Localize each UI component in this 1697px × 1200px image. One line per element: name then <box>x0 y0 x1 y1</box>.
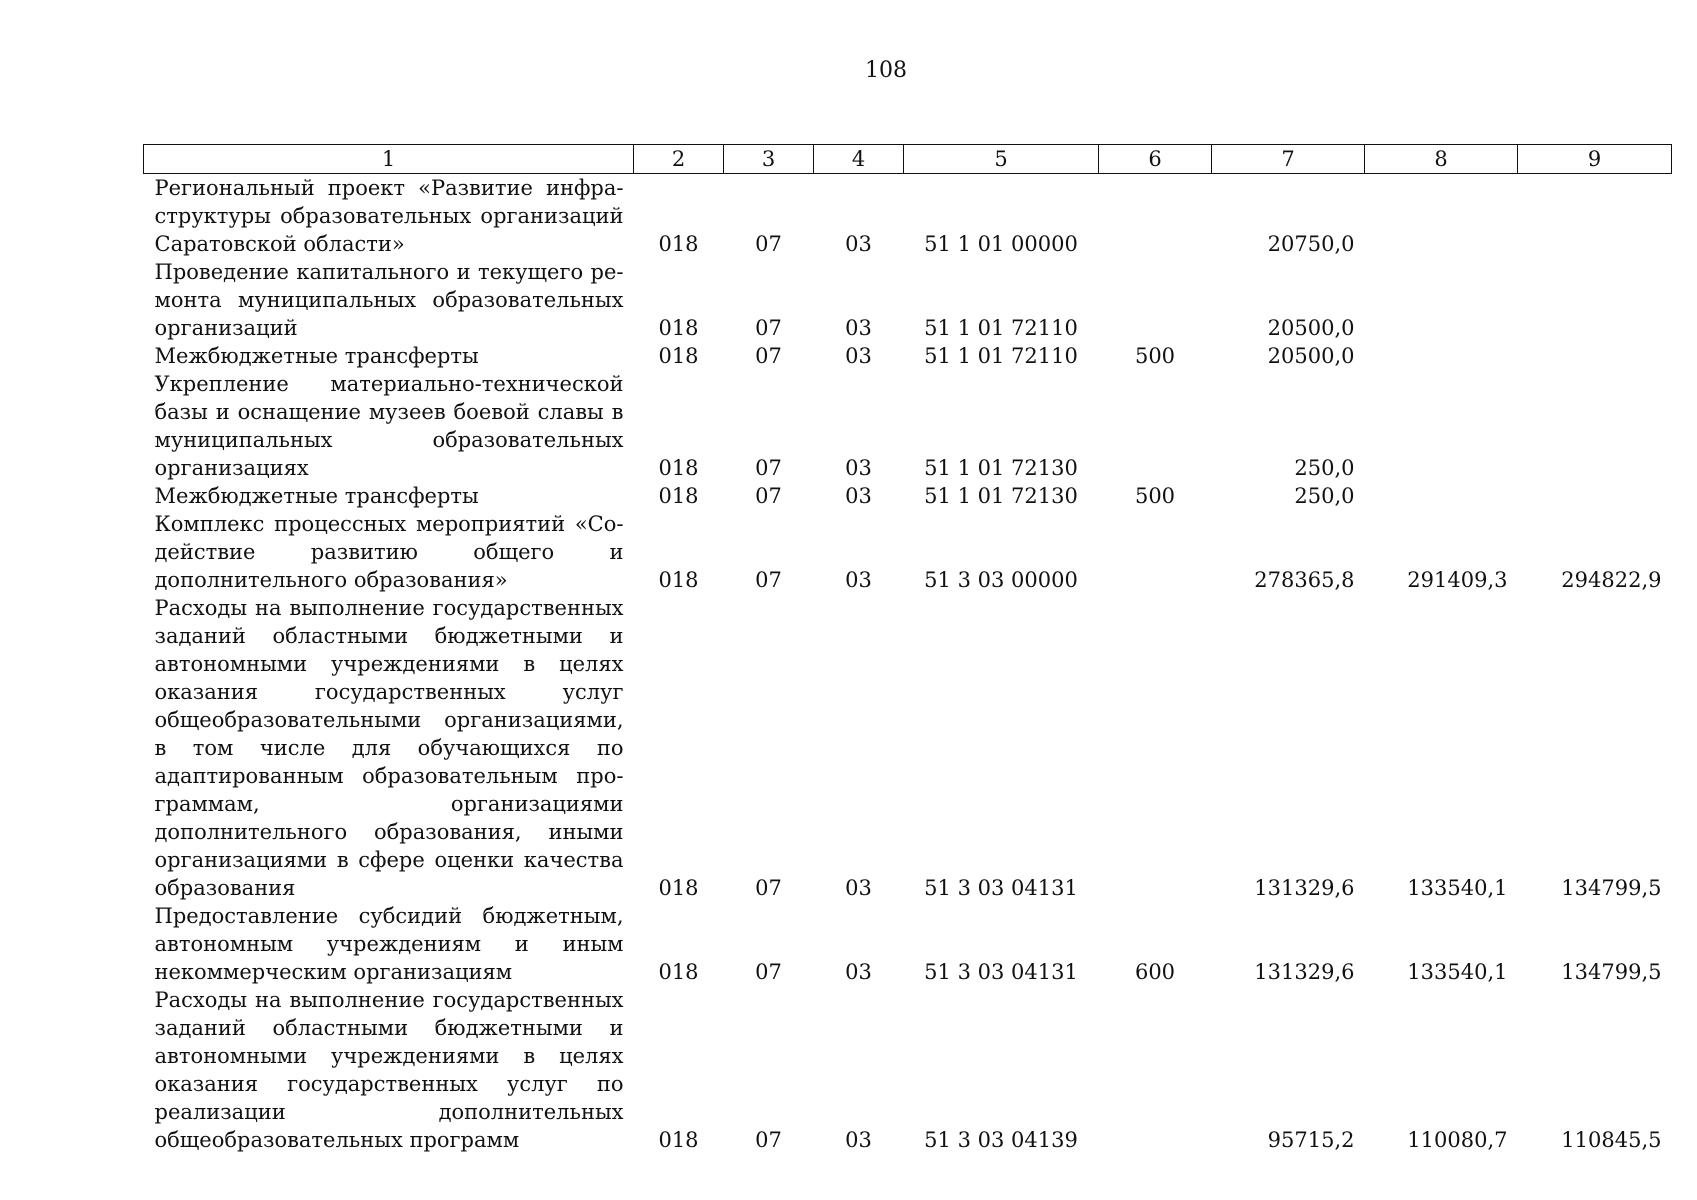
cell-c7: 250,0 <box>1294 456 1355 480</box>
cell-c9 <box>1518 370 1672 482</box>
cell-c6: 500 <box>1134 344 1176 368</box>
cell-c4: 03 <box>845 876 872 900</box>
cell-c4: 03 <box>845 484 872 508</box>
cell-c5: 51 3 03 04131 <box>924 876 1078 900</box>
table-row <box>144 594 1672 902</box>
cell-c8 <box>1365 482 1518 510</box>
column-header: 4 <box>814 145 904 174</box>
cell-c5: 51 1 01 72110 <box>924 316 1078 340</box>
cell-c8 <box>1365 370 1518 482</box>
row-name: Региональный проект «Развитие инфраструктуры образовательных организаций Саратовской области» <box>154 176 624 256</box>
cell-c8 <box>1365 258 1518 342</box>
row-name: Комплекс процессных мероприятий «Содействие развитию общего и дополнительного образования» <box>154 512 624 592</box>
cell-c7: 278365,8 <box>1254 568 1355 592</box>
cell-c6: 600 <box>1134 960 1176 984</box>
cell-c8 <box>1365 342 1518 370</box>
cell-c2: 018 <box>658 568 699 592</box>
cell-c2: 018 <box>658 876 699 900</box>
cell-c5: 51 3 03 04131 <box>924 960 1078 984</box>
cell-c4: 03 <box>845 232 872 256</box>
column-header: 7 <box>1212 145 1365 174</box>
table-row <box>144 510 1672 594</box>
cell-c4: 03 <box>845 568 872 592</box>
cell-c6 <box>1099 370 1212 482</box>
cell-c2: 018 <box>658 232 699 256</box>
table-body <box>144 174 1672 1155</box>
row-name: Межбюджетные трансферты <box>154 484 479 508</box>
row-name: Расходы на выполнение государственных заданий областными бюджетными и автономными учреждениями в целях оказания государственных услуг по реализации дополнительных общеобразовательных программ <box>154 988 624 1152</box>
cell-c4: 03 <box>845 456 872 480</box>
cell-c7: 20500,0 <box>1267 316 1355 340</box>
table-row <box>144 482 1672 510</box>
cell-c8: 133540,1 <box>1407 876 1508 900</box>
column-header: 1 <box>144 145 634 174</box>
cell-c4: 03 <box>845 316 872 340</box>
cell-c7: 20500,0 <box>1267 344 1355 368</box>
table-row <box>144 342 1672 370</box>
cell-c2: 018 <box>658 960 699 984</box>
cell-c8: 133540,1 <box>1407 960 1508 984</box>
cell-c5: 51 1 01 00000 <box>924 232 1078 256</box>
column-header: 3 <box>724 145 814 174</box>
cell-c6 <box>1099 174 1212 259</box>
cell-c3: 07 <box>755 876 782 900</box>
table-row <box>144 258 1672 342</box>
row-name: Расходы на выполнение государственных заданий областными бюджетными и автономными учреждениями в целях оказания государственных услуг общеобразовательными организациями, в том числе для обучающихся по адаптированным образовательным программам, организациями дополнительного образования, иными организациями в сфере оценки качества образования <box>154 596 624 900</box>
cell-c8: 110080,7 <box>1407 1128 1508 1152</box>
cell-c3: 07 <box>755 960 782 984</box>
column-header: 9 <box>1518 145 1672 174</box>
cell-c2: 018 <box>658 484 699 508</box>
column-header: 2 <box>634 145 724 174</box>
table-row <box>144 986 1672 1154</box>
cell-c2: 018 <box>658 1128 699 1152</box>
cell-c6 <box>1099 258 1212 342</box>
cell-c9: 134799,5 <box>1561 960 1662 984</box>
row-name: Проведение капитального и текущего ремонта муниципальных образовательных организаций <box>154 260 624 340</box>
table-row <box>144 174 1672 259</box>
page-number: 108 <box>865 58 907 83</box>
cell-c4: 03 <box>845 960 872 984</box>
cell-c3: 07 <box>755 344 782 368</box>
table-row <box>144 902 1672 986</box>
cell-c3: 07 <box>755 1128 782 1152</box>
column-header: 6 <box>1099 145 1212 174</box>
cell-c7: 131329,6 <box>1254 876 1355 900</box>
cell-c9: 110845,5 <box>1561 1128 1662 1152</box>
cell-c7: 131329,6 <box>1254 960 1355 984</box>
cell-c5: 51 1 01 72130 <box>924 456 1078 480</box>
cell-c5: 51 1 01 72130 <box>924 484 1078 508</box>
cell-c8: 291409,3 <box>1407 568 1508 592</box>
cell-c2: 018 <box>658 456 699 480</box>
cell-c3: 07 <box>755 232 782 256</box>
cell-c5: 51 1 01 72110 <box>924 344 1078 368</box>
cell-c7: 250,0 <box>1294 484 1355 508</box>
cell-c5: 51 3 03 00000 <box>924 568 1078 592</box>
cell-c9: 134799,5 <box>1561 876 1662 900</box>
column-header: 8 <box>1365 145 1518 174</box>
cell-c4: 03 <box>845 344 872 368</box>
cell-c2: 018 <box>658 344 699 368</box>
cell-c4: 03 <box>845 1128 872 1152</box>
cell-c3: 07 <box>755 456 782 480</box>
cell-c6 <box>1099 986 1212 1154</box>
cell-c2: 018 <box>658 316 699 340</box>
budget-table <box>143 144 1672 1154</box>
cell-c9 <box>1518 258 1672 342</box>
cell-c7: 20750,0 <box>1267 232 1355 256</box>
cell-c6: 500 <box>1134 484 1176 508</box>
table-row <box>144 370 1672 482</box>
cell-c9 <box>1518 482 1672 510</box>
header-row <box>144 145 1672 174</box>
cell-c9 <box>1518 342 1672 370</box>
row-name: Укрепление материально-технической базы и оснащение музеев боевой славы в муниципальных образовательных организациях <box>154 372 624 480</box>
cell-c9 <box>1518 174 1672 259</box>
cell-c3: 07 <box>755 316 782 340</box>
cell-c9: 294822,9 <box>1561 568 1662 592</box>
cell-c3: 07 <box>755 568 782 592</box>
cell-c8 <box>1365 174 1518 259</box>
cell-c6 <box>1099 510 1212 594</box>
row-name: Межбюджетные трансферты <box>154 344 479 368</box>
table-header <box>144 145 1672 174</box>
cell-c6 <box>1099 594 1212 902</box>
cell-c5: 51 3 03 04139 <box>924 1128 1078 1152</box>
column-header: 5 <box>904 145 1099 174</box>
cell-c3: 07 <box>755 484 782 508</box>
row-name: Предоставление субсидий бюджетным, автономным учреждениям и иным некоммерческим организациям <box>154 904 624 984</box>
cell-c7: 95715,2 <box>1267 1128 1355 1152</box>
